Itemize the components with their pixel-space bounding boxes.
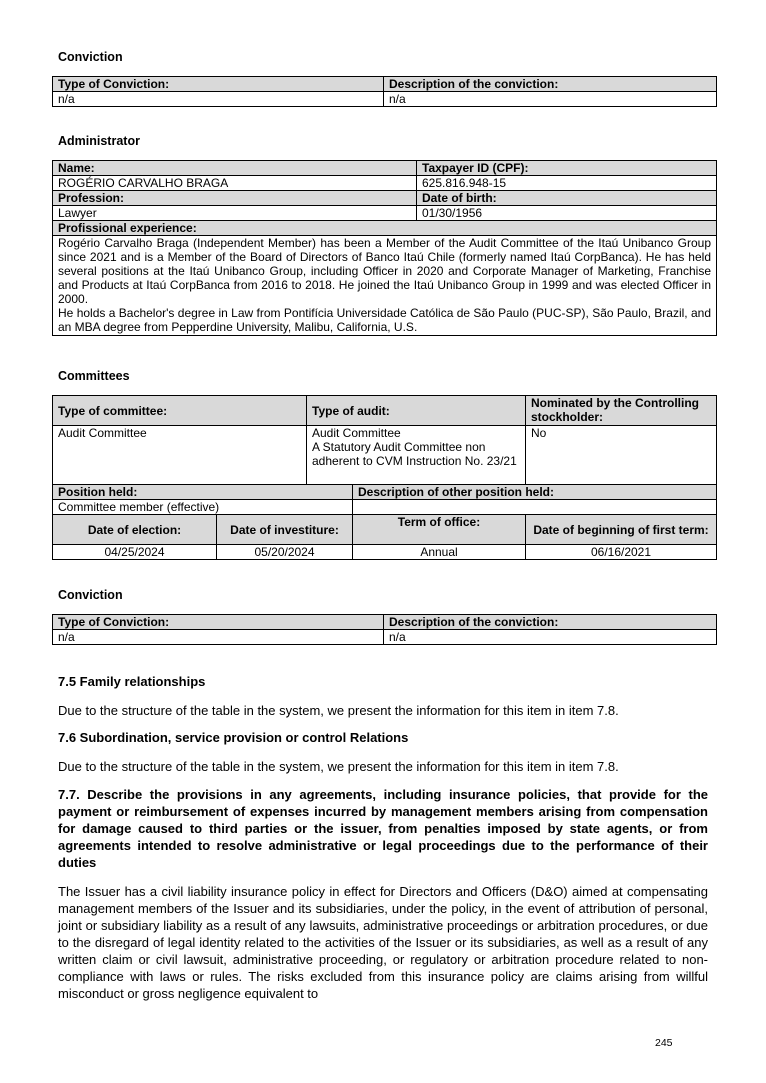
audit-type-line-1: Audit Committee xyxy=(312,426,401,440)
conviction-type-header: Type of Conviction: xyxy=(53,77,384,92)
audit-type-header: Type of audit: xyxy=(307,396,526,426)
election-header: Date of election: xyxy=(53,515,217,545)
nominated-value: No xyxy=(526,426,717,485)
audit-type-cell xyxy=(307,426,526,485)
conviction-2-table xyxy=(52,614,717,645)
nominated-header: Nominated by the Controlling stockholder: xyxy=(526,396,717,426)
section-7-5-heading: 7.5 Family relationships xyxy=(58,674,206,689)
page-number: 245 xyxy=(655,1037,673,1049)
profession-value: Lawyer xyxy=(53,206,417,221)
investiture-header: Date of investiture: xyxy=(217,515,353,545)
section-7-7-text: The Issuer has a civil liability insurance policy in effect for Directors and Officers (D&O) aimed at compensating management members of the Issuer and its subsidiaries, under the policy, in the event of attribution of personal, joint or subsidiary liability as a result of any lawsuits, administrative proceedings or arbitration procedures, or due to the disregard of legal identity related to the activities of the Issuer or its subsidiaries, as well as a result of any written claim or civil lawsuit, administrative proceeding, or regulatory or arbitration procedure related to non-compliance with laws or rules. The risks excluded from this insurance policy are claims arising from willful misconduct or gross negligence equivalent to xyxy=(58,884,708,1001)
other-position-header: Description of other position held: xyxy=(353,485,717,500)
experience-cell xyxy=(53,236,717,336)
dob-value: 01/30/1956 xyxy=(417,206,717,221)
cpf-header: Taxpayer ID (CPF): xyxy=(417,161,717,176)
other-position-value xyxy=(353,500,717,515)
section-7-7-heading: 7.7. Describe the provisions in any agreements, including insurance policies, that provide for the payment or reimbursement of expenses incurred by management members arising from compensation for damage caused to third parties or the issuer, from penalties imposed by state agents, or from agreements intended to resolve administrative or legal proceedings due to the performance of their duties xyxy=(58,787,708,870)
experience-paragraph-1: Rogério Carvalho Braga (Independent Member) has been a Member of the Audit Committee of the Itaú Unibanco Group since 2021 and is a Member of the Board of Directors of Banco Itaú Chile (formerly named Itaú CorpBanca). He has held several positions at the Itaú Unibanco Group, including Officer in 2020 and Corporate Manager of Marketing, Franchise and Products at Itaú CorpBanca from 2016 to 2018. He joined the Itaú Unibanco Group in 1999 and was elected Officer in 2000. xyxy=(58,236,711,306)
conviction-2-desc-header: Description of the conviction: xyxy=(384,615,717,630)
conviction-type-value: n/a xyxy=(53,92,384,107)
administrator-table xyxy=(52,160,717,336)
administrator-title: Administrator xyxy=(58,134,140,148)
committees-title: Committees xyxy=(58,369,130,383)
first-term-value: 06/16/2021 xyxy=(526,545,717,560)
dob-header: Date of birth: xyxy=(417,191,717,206)
position-value: Committee member (effective) xyxy=(53,500,353,515)
term-header: Term of office: xyxy=(353,515,526,545)
section-7-6-heading: 7.6 Subordination, service provision or control Relations xyxy=(58,730,409,745)
name-header: Name: xyxy=(53,161,417,176)
conviction-2-desc-value: n/a xyxy=(384,630,717,645)
conviction-desc-value: n/a xyxy=(384,92,717,107)
profession-header: Profession: xyxy=(53,191,417,206)
investiture-value: 05/20/2024 xyxy=(217,545,353,560)
conviction-title: Conviction xyxy=(58,50,123,64)
section-7-5-text: Due to the structure of the table in the system, we present the information for this item in item 7.8. xyxy=(58,703,619,718)
experience-paragraph-2: He holds a Bachelor's degree in Law from Pontifícia Universidade Católica de São Paulo (PUC-SP), São Paulo, Brazil, and an MBA degree from Pepperdine University, Malibu, California, U.S. xyxy=(58,306,711,334)
first-term-header: Date of beginning of first term: xyxy=(526,515,717,545)
cpf-value: 625.816.948-15 xyxy=(417,176,717,191)
committee-type-header: Type of committee: xyxy=(53,396,307,426)
experience-header: Profissional experience: xyxy=(53,221,717,236)
conviction-2-title: Conviction xyxy=(58,588,123,602)
section-7-6-text: Due to the structure of the table in the system, we present the information for this item in item 7.8. xyxy=(58,759,619,774)
position-header: Position held: xyxy=(53,485,353,500)
name-value: ROGÉRIO CARVALHO BRAGA xyxy=(53,176,417,191)
term-value: Annual xyxy=(353,545,526,560)
audit-type-line-2: A Statutory Audit Committee non adherent to CVM Instruction No. 23/21 xyxy=(312,440,517,468)
committees-table xyxy=(52,395,717,560)
conviction-2-type-value: n/a xyxy=(53,630,384,645)
conviction-table xyxy=(52,76,717,107)
conviction-2-type-header: Type of Conviction: xyxy=(53,615,384,630)
committee-type-value: Audit Committee xyxy=(53,426,307,485)
conviction-desc-header: Description of the conviction: xyxy=(384,77,717,92)
election-value: 04/25/2024 xyxy=(53,545,217,560)
